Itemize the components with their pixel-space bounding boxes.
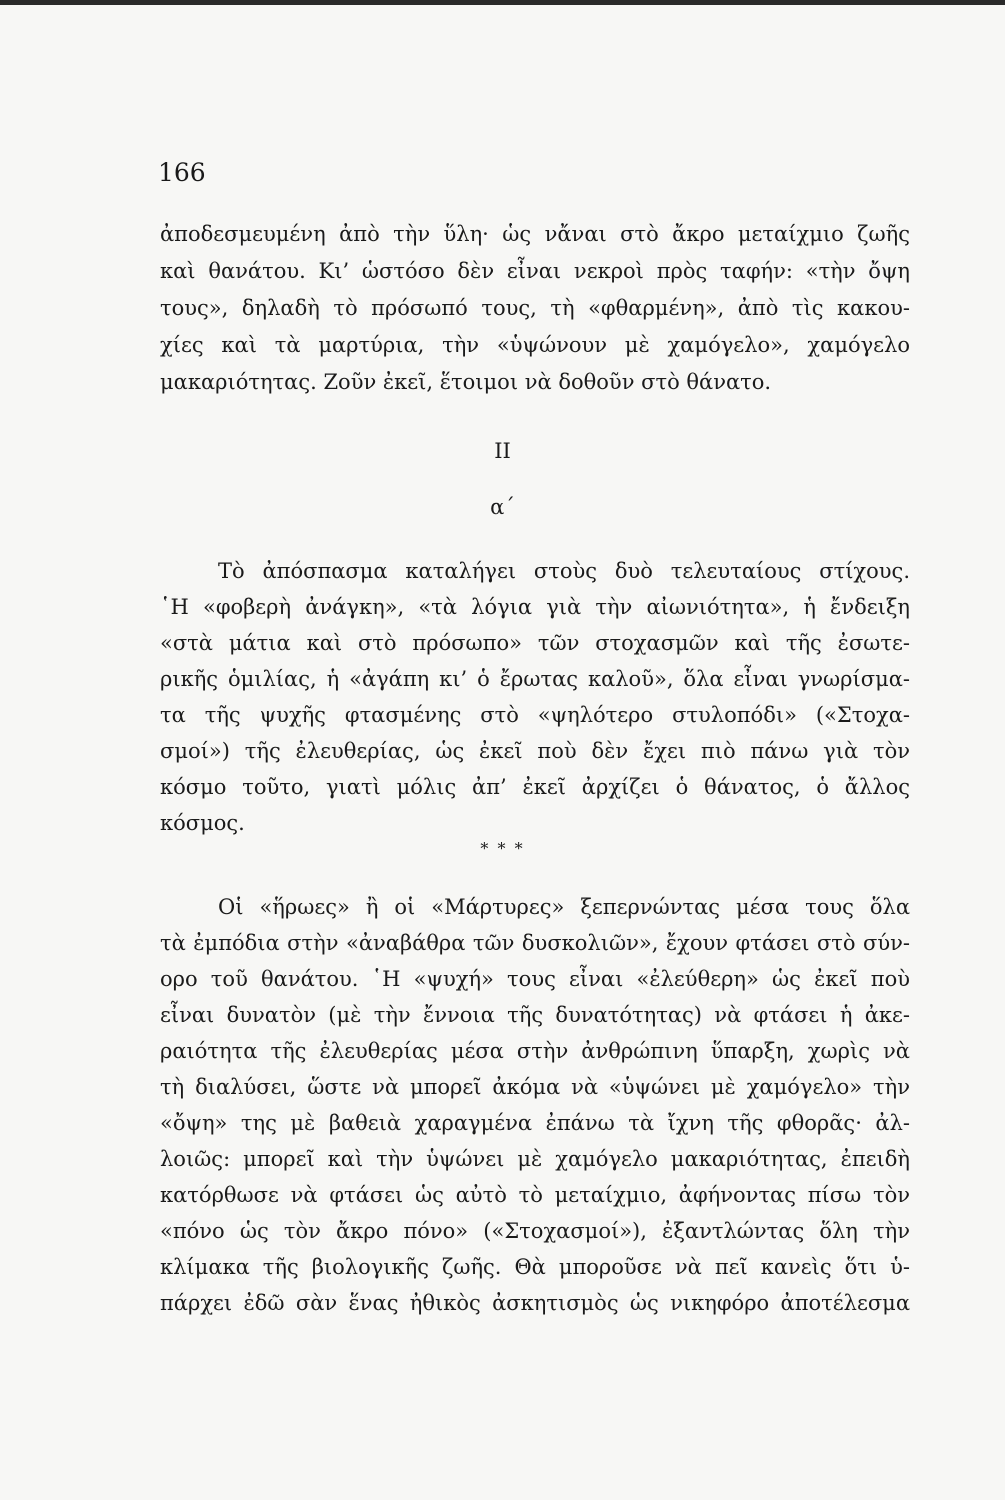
text-line: κλίμακα τῆς βιολογικῆς ζωῆς. Θὰ μποροῦσε νὰ πεῖ κανεὶς ὅτι ὑ- <box>160 1255 910 1279</box>
text-line: εἶναι δυνατὸν (μὲ τὴν ἔννοια τῆς δυνατότητας) νὰ φτάσει ἡ ἀκε- <box>160 1003 910 1027</box>
subsection-heading: α΄ <box>490 495 515 519</box>
text-line: ρικῆς ὁμιλίας, ἡ «ἀγάπη κι’ ὁ ἔρωτας καλοῦ», ὅλα εἶναι γνωρίσμα- <box>160 667 910 691</box>
text-line: ραιότητα τῆς ἐλευθερίας μέσα στὴν ἀνθρώπινη ὕπαρξη, χωρὶς νὰ <box>160 1039 910 1063</box>
text-line: «στὰ μάτια καὶ στὸ πρόσωπο» τῶν στοχασμῶν καὶ τῆς ἐσωτε- <box>160 631 910 655</box>
text-line: τὰ ἐμπόδια στὴν «ἀναβάθρα τῶν δυσκολιῶν», ἔχουν φτάσει στὸ σύν- <box>160 931 910 955</box>
text-line: κόσμος. <box>160 811 245 835</box>
text-line: σμοί») τῆς ἐλευθερίας, ὡς ἐκεῖ ποὺ δὲν ἔχει πιὸ πάνω γιὰ τὸν <box>160 739 910 763</box>
text-line: ορο τοῦ θανάτου. ῾Η «ψυχή» τους εἶναι «ἐλεύθερη» ὡς ἐκεῖ ποὺ <box>160 967 910 991</box>
text-line: λοιῶς: μπορεῖ καὶ τὴν ὑψώνει μὲ χαμόγελο μακαριότητας, ἐπειδὴ <box>160 1147 910 1171</box>
text-line: ῾Η «φοβερὴ ἀνάγκη», «τὰ λόγια γιὰ τὴν αἰωνιότητα», ἡ ἔνδειξη <box>160 595 910 619</box>
text-line: κόσμο τοῦτο, γιατὶ μόλις ἀπ’ ἐκεῖ ἀρχίζει ὁ θάνατος, ὁ ἄλλος <box>160 775 910 799</box>
text-line: τὴ διαλύσει, ὥστε νὰ μπορεῖ ἀκόμα νὰ «ὑψώνει μὲ χαμόγελο» τὴν <box>160 1075 910 1099</box>
text-line: μακαριότητας. Ζοῦν ἐκεῖ, ἕτοιμοι νὰ δοθοῦν στὸ θάνατο. <box>160 370 772 394</box>
text-line: «πόνο ὡς τὸν ἄκρο πόνο» («Στοχασμοί»), ἐξαντλώντας ὅλη τὴν <box>160 1219 910 1243</box>
text-line: κατόρθωσε νὰ φτάσει ὡς αὐτὸ τὸ μεταίχμιο, ἀφήνοντας πίσω τὸν <box>160 1183 910 1207</box>
section-separator: * * * <box>480 839 525 858</box>
text-line: καὶ θανάτου. Κι’ ὡστόσο δὲν εἶναι νεκροὶ πρὸς ταφήν: «τὴν ὄψη <box>160 259 910 283</box>
text-line: πάρχει ἐδῶ σὰν ἕνας ἠθικὸς ἀσκητισμὸς ὡς νικηφόρο ἀποτέλεσμα <box>160 1291 910 1315</box>
page-number: 166 <box>158 158 206 187</box>
text-line: τα τῆς ψυχῆς φτασμένης στὸ «ψηλότερο στυλοπόδι» («Στοχα- <box>160 703 910 727</box>
text-line: ἀποδεσμευμένη ἀπὸ τὴν ὕλη· ὡς νἄναι στὸ ἄκρο μεταίχμιο ζωῆς <box>160 222 910 246</box>
section-heading: II <box>494 439 511 463</box>
text-line: χίες καὶ τὰ μαρτύρια, τὴν «ὑψώνουν μὲ χαμόγελο», χαμόγελο <box>160 333 910 357</box>
text-line: «ὄψη» της μὲ βαθειὰ χαραγμένα ἐπάνω τὰ ἴχνη τῆς φθορᾶς· ἀλ- <box>160 1111 910 1135</box>
text-line: τους», δηλαδὴ τὸ πρόσωπό τους, τὴ «φθαρμένη», ἀπὸ τὶς κακου- <box>160 296 910 320</box>
page-top-edge <box>0 0 1005 5</box>
text-line: Οἱ «ἥρωες» ἢ οἱ «Μάρτυρες» ξεπερνώντας μέσα τους ὅλα <box>218 895 910 919</box>
text-line: Τὸ ἀπόσπασμα καταλήγει στοὺς δυὸ τελευταίους στίχους. <box>218 559 910 583</box>
